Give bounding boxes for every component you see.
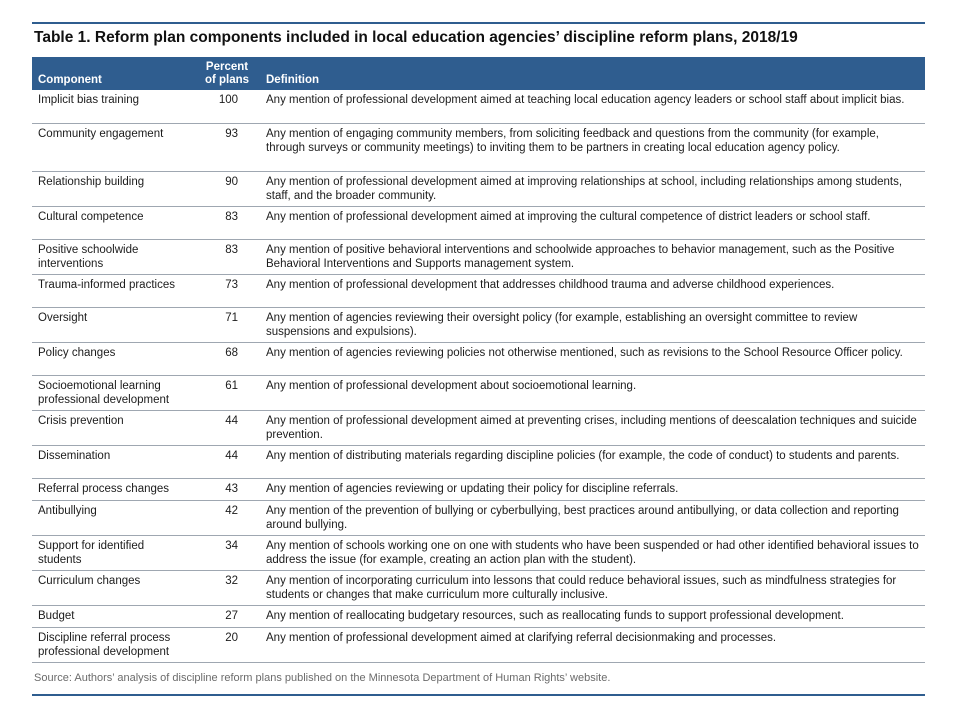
cell-definition: Any mention of positive behavioral interventions and schoolwide approaches to behavior management, such as the Positive Behavioral Interventions and Supports management system. bbox=[260, 239, 925, 274]
cell-component: Oversight bbox=[32, 307, 194, 342]
table-row bbox=[32, 206, 925, 239]
cell-component: Dissemination bbox=[32, 445, 194, 478]
cell-percent: 61 bbox=[194, 375, 260, 410]
cell-percent: 68 bbox=[194, 342, 260, 375]
cell-component: Crisis prevention bbox=[32, 410, 194, 445]
cell-component: Curriculum changes bbox=[32, 570, 194, 605]
table-row bbox=[32, 410, 925, 445]
table-row bbox=[32, 535, 925, 570]
table-row bbox=[32, 307, 925, 342]
cell-definition: Any mention of professional development aimed at improving relationships at school, including relationships among students, staff, and the broader community. bbox=[260, 171, 925, 206]
cell-percent: 43 bbox=[194, 478, 260, 500]
cell-percent: 93 bbox=[194, 123, 260, 171]
cell-definition: Any mention of professional development aimed at preventing crises, including mentions of deescalation techniques and suicide prevention. bbox=[260, 410, 925, 445]
cell-component: Referral process changes bbox=[32, 478, 194, 500]
table-header bbox=[32, 57, 925, 90]
cell-percent: 71 bbox=[194, 307, 260, 342]
cell-definition: Any mention of the prevention of bullying or cyberbullying, best practices around antibullying, or data collection and reporting around bullying. bbox=[260, 500, 925, 535]
cell-component: Community engagement bbox=[32, 123, 194, 171]
bottom-rule bbox=[32, 694, 925, 696]
cell-definition: Any mention of agencies reviewing their oversight policy (for example, establishing an oversight committee to review suspensions and expulsions). bbox=[260, 307, 925, 342]
cell-component: Antibullying bbox=[32, 500, 194, 535]
table-row bbox=[32, 570, 925, 605]
cell-component: Support for identified students bbox=[32, 535, 194, 570]
cell-component: Policy changes bbox=[32, 342, 194, 375]
table-frame bbox=[32, 22, 925, 696]
cell-percent: 42 bbox=[194, 500, 260, 535]
source-note: Source: Authors’ analysis of discipline reform plans published on the Minnesota Department of Human Rights’ website. bbox=[34, 671, 611, 684]
cell-component: Trauma-informed practices bbox=[32, 274, 194, 307]
cell-definition: Any mention of professional development aimed at teaching local education agency leaders or school staff about implicit bias. bbox=[260, 90, 925, 123]
header-percent-line2: of plans bbox=[204, 74, 250, 86]
cell-percent: 83 bbox=[194, 206, 260, 239]
cell-component: Budget bbox=[32, 605, 194, 627]
cell-definition: Any mention of professional development that addresses childhood trauma and adverse childhood experiences. bbox=[260, 274, 925, 307]
header-percent bbox=[194, 57, 260, 90]
cell-definition: Any mention of professional development aimed at improving the cultural competence of district leaders or school staff. bbox=[260, 206, 925, 239]
cell-definition: Any mention of schools working one on one with students who have been suspended or had other identified behavioral issues to address the issue (for example, creating an action plan with the student). bbox=[260, 535, 925, 570]
table-row bbox=[32, 478, 925, 500]
cell-definition: Any mention of professional development about socioemotional learning. bbox=[260, 375, 925, 410]
cell-definition: Any mention of agencies reviewing policies not otherwise mentioned, such as revisions to the School Resource Officer policy. bbox=[260, 342, 925, 375]
header-definition: Definition bbox=[260, 57, 925, 90]
table-body bbox=[32, 90, 925, 662]
cell-percent: 83 bbox=[194, 239, 260, 274]
table-row bbox=[32, 605, 925, 627]
cell-component: Implicit bias training bbox=[32, 90, 194, 123]
header-component: Component bbox=[32, 57, 194, 90]
table-row bbox=[32, 274, 925, 307]
cell-definition: Any mention of engaging community members, from soliciting feedback and questions from the community (for example, through surveys or community meetings) to inviting them to be partners in creating local education agency policy. bbox=[260, 123, 925, 171]
table-row bbox=[32, 171, 925, 206]
cell-definition: Any mention of incorporating curriculum into lessons that could reduce behavioral issues, such as mindfulness strategies for students or changes that make curriculum more culturally inclusive. bbox=[260, 570, 925, 605]
cell-percent: 34 bbox=[194, 535, 260, 570]
table-row bbox=[32, 445, 925, 478]
cell-component: Relationship building bbox=[32, 171, 194, 206]
cell-percent: 44 bbox=[194, 445, 260, 478]
cell-component: Socioemotional learning professional development bbox=[32, 375, 194, 410]
cell-definition: Any mention of reallocating budgetary resources, such as reallocating funds to support professional development. bbox=[260, 605, 925, 627]
cell-percent: 73 bbox=[194, 274, 260, 307]
cell-definition: Any mention of agencies reviewing or updating their policy for discipline referrals. bbox=[260, 478, 925, 500]
table-row bbox=[32, 90, 925, 123]
header-percent-line1: Percent bbox=[205, 61, 249, 73]
table-row bbox=[32, 342, 925, 375]
cell-percent: 100 bbox=[194, 90, 260, 123]
cell-definition: Any mention of distributing materials regarding discipline policies (for example, the code of conduct) to students and parents. bbox=[260, 445, 925, 478]
cell-component: Cultural competence bbox=[32, 206, 194, 239]
table-row bbox=[32, 239, 925, 274]
cell-percent: 27 bbox=[194, 605, 260, 627]
table-row bbox=[32, 123, 925, 171]
table-row bbox=[32, 500, 925, 535]
table-row bbox=[32, 627, 925, 662]
cell-component: Positive schoolwide interventions bbox=[32, 239, 194, 274]
reform-components-table bbox=[32, 57, 925, 663]
cell-percent: 90 bbox=[194, 171, 260, 206]
table-title: Table 1. Reform plan components included in local education agencies’ discipline reform plans, 2018/19 bbox=[34, 29, 798, 46]
cell-percent: 32 bbox=[194, 570, 260, 605]
table-row bbox=[32, 375, 925, 410]
cell-definition: Any mention of professional development aimed at clarifying referral decisionmaking and processes. bbox=[260, 627, 925, 662]
header-row bbox=[32, 57, 925, 90]
cell-percent: 44 bbox=[194, 410, 260, 445]
cell-percent: 20 bbox=[194, 627, 260, 662]
cell-component: Discipline referral process professional development bbox=[32, 627, 194, 662]
